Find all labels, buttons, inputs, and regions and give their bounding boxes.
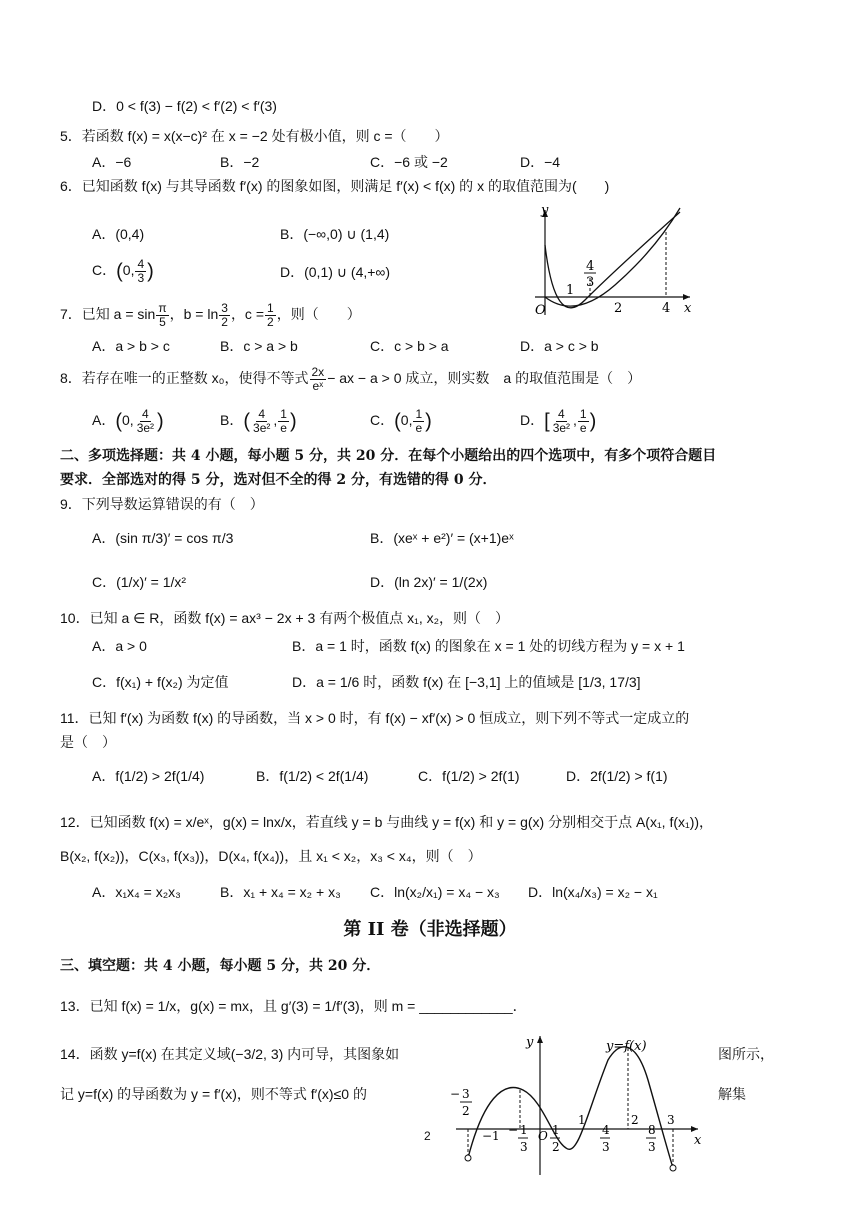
q6-option-d: D．(0,1) ∪ (4,+∞)	[280, 264, 391, 280]
q5-option-c: C．−6 或 −2	[370, 154, 448, 170]
q12-option-a: A．x₁x₄ = x₂x₃	[92, 884, 181, 900]
question-14-line2b: 解集	[718, 1086, 746, 1102]
origin-label: O	[538, 1129, 548, 1143]
tick-8-3-num: 8	[648, 1123, 656, 1137]
q9-option-c: C．(1/x)′ = 1/x²	[92, 574, 187, 590]
graph-title: y=f(x)	[606, 1039, 647, 1054]
tick-m1-3-num: 1	[520, 1123, 528, 1137]
q8-option-d: D．[ $\frac{4}{\text{3e²}}$ , $\frac{1}{e}$ )	[520, 407, 597, 435]
q8-option-b: B．( $\frac{4}{\text{3e²}}$ , $\frac{1}{e}$ )	[220, 407, 297, 435]
q7-option-d: D．a > c > b	[520, 338, 599, 354]
q4-option-d: D．0 < f(3) − f(2) < f′(2) < f′(3)	[92, 98, 277, 114]
tick-m3-2-sign: −	[450, 1087, 461, 1101]
fraction: $\frac{4}{\text{3e²}}$	[136, 407, 155, 435]
q11-option-a: A．f(1/2) > 2f(1/4)	[92, 768, 205, 784]
q5-option-a: A．−6	[92, 154, 132, 170]
q6-graph	[530, 200, 710, 320]
q5-option-b: B．−2	[220, 154, 260, 170]
q10-option-d: D．a = 1/6 时，函数 f(x) 在 [−3,1] 上的值域是 [1/3, 17/3]	[292, 674, 641, 690]
origin-label: O	[535, 303, 546, 318]
tick-m3-2-den: 2	[462, 1104, 470, 1118]
fraction: $\frac{\pi}{5}$	[158, 301, 167, 329]
q8-option-a: A．(0, $\frac{4}{\text{3e²}}$ )	[92, 407, 164, 435]
tick-1: 1	[578, 1113, 586, 1127]
x-axis-label: x	[684, 301, 692, 316]
tick-4-3-den: 3	[602, 1140, 610, 1154]
question-11-line2: 是（ ）	[60, 734, 116, 750]
fraction: $\frac{4}{\text{3e²}}$	[253, 407, 271, 435]
tick-4-3-num: 4	[586, 259, 595, 274]
tick-1-2-num: 1	[552, 1123, 560, 1137]
q7-option-c: C．c > b > a	[370, 338, 449, 354]
section-2-heading-line2: 要求．全部选对的得 5 分，选对但不全的得 2 分，有选错的得 0 分．	[60, 472, 497, 488]
y-axis-label: y	[526, 1035, 534, 1050]
q14-graph	[448, 1030, 710, 1180]
tick-2: 2	[614, 301, 623, 316]
tick-m3-2-num: 3	[462, 1087, 470, 1101]
q6-option-b: B．(−∞,0) ∪ (1,4)	[280, 226, 390, 242]
fraction: $\frac{2x}{\text{eˣ}}$	[311, 365, 325, 393]
question-7: 7．已知 a = sin $\frac{\pi}{5}$ ，b = ln $\frac{3}{2}$ ，c = $\frac{1}{2}$ ，则（ ）	[60, 301, 361, 329]
question-12-line1: 12．已知函数 f(x) = x/eˣ，g(x) = lnx/x，若直线 y = b 与曲线 y = f(x) 和 y = g(x) 分别相交于点 A(x₁, f(x₁))，	[60, 814, 714, 830]
q10-option-a: A．a > 0	[92, 638, 147, 654]
question-14-line1a: 14．函数 y=f(x) 在其定义域(−3/2, 3) 内可导，其图象如	[60, 1046, 400, 1062]
fraction: $\frac{4}{3}$	[137, 257, 145, 285]
tick-4-3-den: 3	[586, 275, 595, 290]
q6-option-c: C．(0, $\frac{4}{3}$ )	[92, 257, 154, 285]
curve-f	[468, 1047, 673, 1168]
tick-m1-3-sign: −	[508, 1123, 519, 1137]
tick-4: 4	[662, 301, 671, 316]
question-10: 10．已知 a ∈ R，函数 f(x) = ax³ − 2x + 3 有两个极值点 x₁, x₂，则（ ）	[60, 610, 510, 626]
section-2-heading-line1: 二、多项选择题：共 4 小题，每小题 5 分，共 20 分．在每个小题给出的四个选项中，有多个项符合题目	[60, 448, 717, 464]
fraction: $\frac{1}{e}$	[280, 407, 287, 435]
fraction: $\frac{1}{e}$	[579, 407, 587, 435]
q11-option-b: B．f(1/2) < 2f(1/4)	[256, 768, 369, 784]
question-14-line1b: 图所示，	[718, 1046, 774, 1062]
q9-option-b: B．(xeˣ + e²)′ = (x+1)eˣ	[370, 530, 514, 546]
tick-3: 3	[667, 1113, 675, 1127]
q12-option-d: D．ln(x₄/x₃) = x₂ − x₁	[528, 884, 658, 900]
page-number: 2	[424, 1129, 431, 1143]
question-9: 9．下列导数运算错误的有（ ）	[60, 496, 264, 512]
q7-option-b: B．c > a > b	[220, 338, 298, 354]
tick-m1: −1	[482, 1129, 500, 1143]
q6-option-a: A．(0,4)	[92, 226, 145, 242]
q9-option-a: A．(sin π/3)′ = cos π/3	[92, 530, 234, 546]
fraction: $\frac{1}{2}$	[267, 301, 274, 329]
question-5: 5．若函数 f(x) = x(x−c)² 在 x = −2 处有极小值，则 c =（ ）	[60, 128, 449, 144]
tick-m1-3-den: 3	[520, 1140, 528, 1154]
q9-option-d: D．(ln 2x)′ = 1/(2x)	[370, 574, 488, 590]
q10-option-b: B．a = 1 时，函数 f(x) 的图象在 x = 1 处的切线方程为 y = x + 1	[292, 638, 685, 654]
tick-8-3-den: 3	[648, 1140, 656, 1154]
fraction: $\frac{1}{e}$	[415, 407, 423, 435]
tick-1-2-den: 2	[552, 1140, 560, 1154]
question-11-line1: 11．已知 f′(x) 为函数 f(x) 的导函数，当 x > 0 时，有 f(x) − xf′(x) > 0 恒成立，则下列不等式一定成立的	[60, 710, 690, 726]
q8-option-c: C．(0, $\frac{1}{e}$ )	[370, 407, 432, 435]
q11-option-c: C．f(1/2) > 2f(1)	[418, 768, 520, 784]
q12-option-c: C．ln(x₂/x₁) = x₄ − x₃	[370, 884, 500, 900]
tick-1: 1	[566, 283, 575, 298]
q7-option-a: A．a > b > c	[92, 338, 170, 354]
question-6: 6．已知函数 f(x) 与其导函数 f′(x) 的图象如图，则满足 f′(x) < f(x) 的 x 的取值范围为( )	[60, 178, 610, 194]
section-3-heading: 三、填空题：共 4 小题，每小题 5 分，共 20 分．	[60, 958, 381, 974]
question-14-line2a: 记 y=f(x) 的导函数为 y = f′(x)，则不等式 f′(x)≤0 的	[60, 1086, 367, 1102]
question-8: 8．若存在唯一的正整数 x₀，使得不等式 $\frac{2x}{\text{eˣ}}$ − ax − a > 0 成立，则实数 a 的取值范围是（ ）	[60, 365, 642, 393]
q10-option-c: C．f(x₁) + f(x₂) 为定值	[92, 674, 229, 690]
y-axis-label: y	[541, 203, 549, 218]
q5-option-d: D．−4	[520, 154, 561, 170]
tick-4-3-num: 4	[602, 1123, 610, 1137]
fraction: $\frac{4}{\text{3e²}}$	[552, 407, 571, 435]
fraction: $\frac{3}{2}$	[221, 301, 228, 329]
q12-option-b: B．x₁ + x₄ = x₂ + x₃	[220, 884, 341, 900]
question-13: 13．已知 f(x) = 1/x，g(x) = mx，且 g′(3) = 1/f′(3)，则 m = ____________．	[60, 998, 527, 1014]
q11-option-d: D．2f(1/2) > f(1)	[566, 768, 668, 784]
x-axis-label: x	[694, 1133, 702, 1148]
tick-2: 2	[631, 1113, 639, 1127]
part-2-title: 第 II 卷（非选择题）	[343, 919, 517, 940]
question-12-line2: B(x₂, f(x₂))，C(x₃, f(x₃))，D(x₄, f(x₄))，且 x₁ < x₂，x₃ < x₄，则（ ）	[60, 848, 482, 864]
